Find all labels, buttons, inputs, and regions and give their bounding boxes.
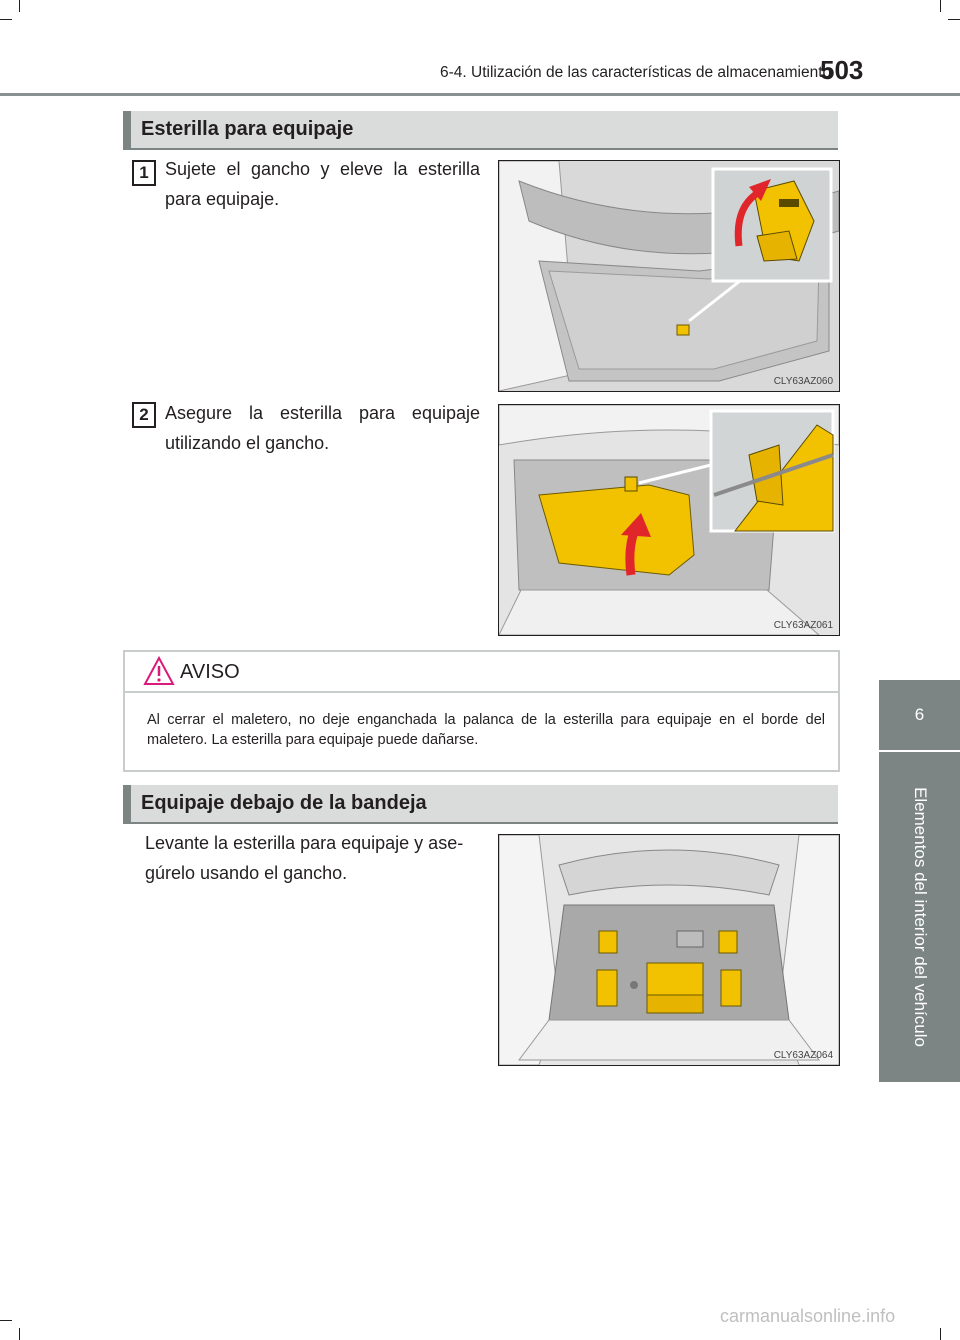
header-section-path: 6-4. Utilización de las características de almacenamiento [440,64,832,81]
trunk-illustration-3 [499,835,839,1065]
figure-code: CLY63AZ060 [773,376,833,387]
warning-header [125,652,838,693]
warning-title: AVISO [180,661,240,683]
step-2-text: Asegure la esterilla para equipaje utilizando el gancho. [165,403,480,453]
crop-mark-tr-h [948,19,960,20]
figure-secure-mat [498,404,840,636]
trunk-illustration-2 [499,405,839,635]
figure-code: CLY63AZ061 [773,620,833,631]
section-title-text: Equipaje debajo de la bandeja [141,792,427,814]
section-title-bar [123,785,131,822]
crop-mark-bl-v [19,1328,20,1340]
crop-mark-tl-v [19,0,20,12]
step-number-badge: 1 [132,160,156,186]
section-title-under-tray [123,785,838,824]
header-rule [0,93,960,96]
section-title-bar [123,111,131,148]
warning-box [123,650,840,772]
page-number: 503 [820,55,864,85]
crop-mark-bl-h [0,1320,12,1321]
warning-triangle-icon [143,656,175,686]
step-1-text: Sujete el gancho y eleve la esterilla para equipaje. [165,159,480,209]
crop-mark-tr-v [940,0,941,12]
figure-raise-mat [498,160,840,392]
section-title-luggage-mat [123,111,838,150]
under-tray-text: Levante la esterilla para equipaje y ase-gúrelo usando el gancho. [145,833,464,883]
chapter-title: Elementos del interior del vehículo [910,787,930,1047]
warning-text: Al cerrar el maletero, no deje enganchada la palanca de la esterilla para equipaje en el borde del maletero. La esterilla para equipaje puede dañarse. [147,712,825,748]
chapter-title-tab [879,752,960,1082]
watermark: carmanualsonline.info [720,1306,896,1326]
figure-code: CLY63AZ064 [773,1050,833,1061]
crop-mark-br-v [940,1328,941,1340]
chapter-number-tab: 6 [879,680,960,750]
section-title-text: Esterilla para equipaje [141,118,354,140]
figure-under-tray [498,834,840,1066]
step-number-badge: 2 [132,402,156,428]
crop-mark-tl-h [0,19,12,20]
trunk-illustration-1 [499,161,839,391]
